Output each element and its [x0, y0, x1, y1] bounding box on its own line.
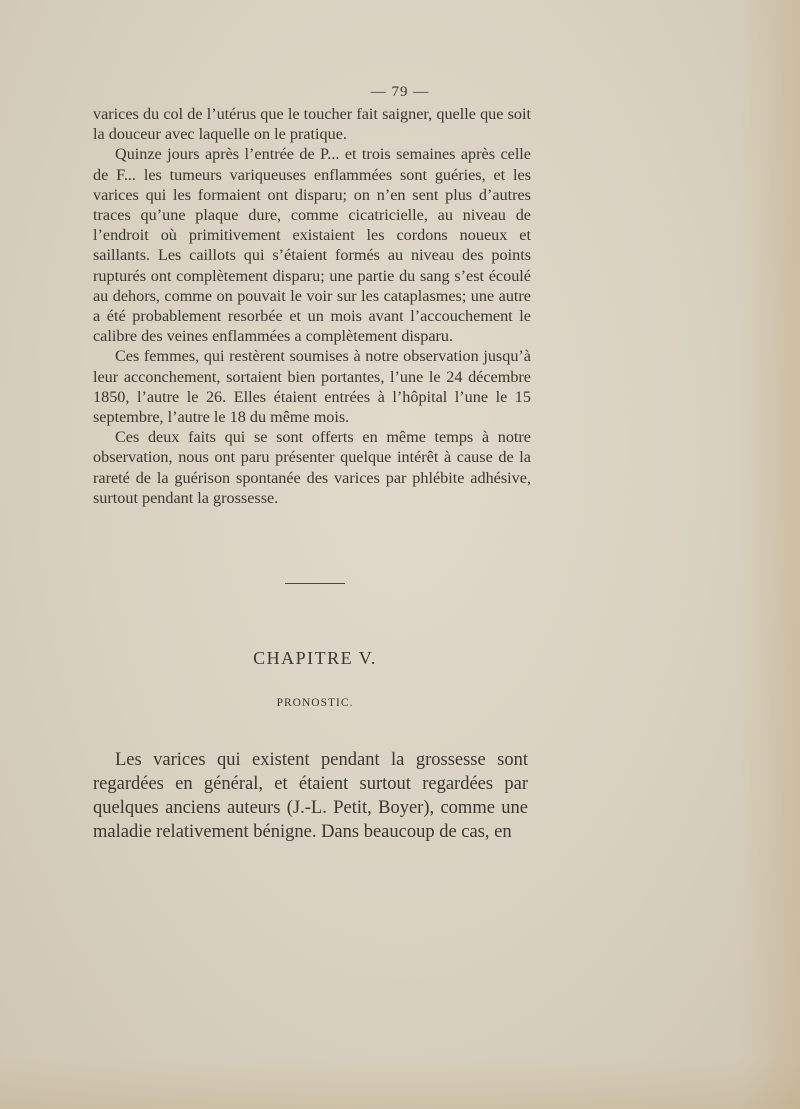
paragraph: varices du col de l’utérus que le toucher fait saigner, quelle que soit la douceur avec laquelle on le pratique. [93, 105, 531, 144]
paragraph: Quinze jours après l’entrée de P... et trois semaines après celle de F... les tumeurs variqueuses enflammées sont guéries, et les varices qui les formaient ont disparu; on n’en sent plus d’autres traces qu’une plaque dure, comme cicatricielle, au niveau de l’endroit où primitivement existaient les cordons noueux et saillants. Les caillots qui s’étaient formés au niveau des points rupturés ont complètement disparu; une partie du sang s’est écoulé au dehors, comme on pouvait le voir sur les cataplasmes; une autre a été probablement resorbée et un mois avant l’accouchement le calibre des veines enflammées a complètement disparu. [93, 145, 531, 346]
paragraph: Les varices qui existent pendant la grossesse sont regardées en général, et étaient surtout regardées par quelques anciens auteurs (J.-L. Petit, Boyer), comme une maladie relativement bénigne. Dans beaucoup de cas, en [93, 750, 528, 842]
page-edge-shading [740, 0, 800, 1109]
paragraph: Ces deux faits qui se sont offerts en même temps à notre observation, nous ont paru présenter quelque intérêt à cause de la rareté de la guérison spontanée des varices par phlébite adhésive, surtout pendant la grossesse. [93, 428, 531, 507]
bottom-text-block [93, 748, 528, 844]
page-number: — 79 — [370, 84, 430, 100]
top-text-block [93, 104, 531, 508]
chapter-title: CHAPITRE V. [253, 648, 377, 668]
page-bottom-shading [0, 1059, 800, 1109]
section-title: PRONOSTIC. [276, 697, 354, 709]
paragraph: Ces femmes, qui restèrent soumises à notre observation jusqu’à leur acconchement, sortaient bien portantes, l’une le 24 décembre 1850, l’autre le 26. Elles étaient entrées à l’hôpital l’une le 15 septembre, l’autre le 18 du même mois. [93, 347, 531, 427]
section-divider [285, 583, 345, 584]
